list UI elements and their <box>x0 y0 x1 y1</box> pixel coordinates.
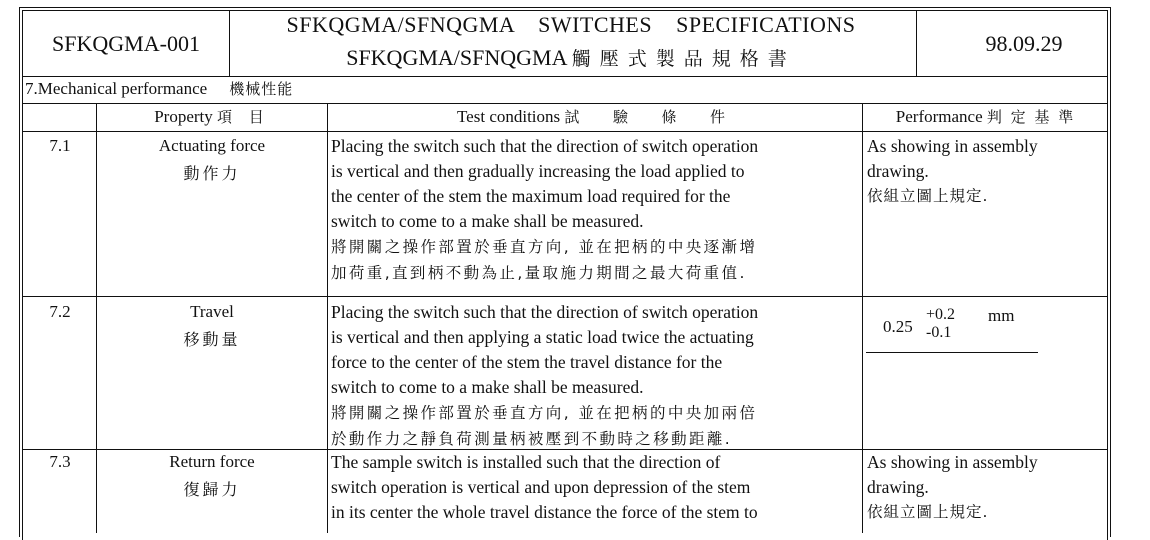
header-divider-right <box>916 10 917 76</box>
condition-line: the center of the stem the maximum load required for the <box>331 186 731 206</box>
condition-line-zh: 於動作力之靜負荷測量柄被壓到不動時之移動距離. <box>331 430 733 448</box>
property-name-en: Return force <box>169 452 255 471</box>
col-header-conditions <box>328 106 862 127</box>
col-header-property <box>97 106 327 127</box>
performance-line-zh: 依組立圖上規定. <box>867 503 989 521</box>
condition-line: switch to come to a make shall be measured. <box>331 211 644 231</box>
col-header-performance <box>863 106 1108 127</box>
title-english: SFKQGMA/SFNQGMA SWITCHES SPECIFICATIONS <box>286 12 856 37</box>
tolerance-minus: -0.1 <box>926 324 952 341</box>
condition-line-zh: 加荷重,直到柄不動為止,量取施力期間之最大荷重值. <box>331 264 747 282</box>
condition-line-zh: 將開關之操作部置於垂直方向, 並在把柄的中央逐漸增 <box>331 238 758 256</box>
col-header-conditions-en: Test conditions <box>456 107 561 126</box>
row-rule-1 <box>22 296 1108 297</box>
section-title-zh: 機械性能 <box>229 80 294 98</box>
test-conditions <box>331 134 861 286</box>
doc-date: 98.09.29 <box>985 31 1063 56</box>
col-header-property-en: Property <box>154 107 213 126</box>
property-name-en: Actuating force <box>158 136 266 155</box>
test-conditions <box>331 300 861 452</box>
property-name-en: Travel <box>190 302 234 321</box>
performance-line: As showing in assembly <box>867 136 1038 156</box>
col-header-property-zh: 項 目 <box>217 108 270 126</box>
col-divider-2 <box>327 103 328 533</box>
section-title-en: 7.Mechanical performance <box>25 79 208 98</box>
performance-criteria <box>867 450 1107 525</box>
header-divider-left <box>229 10 230 76</box>
property-name-zh: 復歸力 <box>183 480 241 499</box>
condition-line: switch to come to a make shall be measured. <box>331 377 644 397</box>
tolerance-base: 0.25 <box>883 317 913 336</box>
doc-code: SFKQGMA-001 <box>52 31 200 56</box>
tolerance-plus: +0.2 <box>926 306 956 323</box>
title-chinese <box>232 44 910 71</box>
condition-line: switch operation is vertical and upon depression of the stem <box>331 477 751 497</box>
performance-criteria <box>867 134 1107 209</box>
section-heading <box>25 78 293 99</box>
col-header-performance-zh: 判 定 基 準 <box>986 108 1076 126</box>
tolerance-unit: mm <box>988 306 1015 325</box>
condition-line: is vertical and then gradually increasing the load applied to <box>331 161 745 181</box>
row-number: 7.3 <box>49 452 71 471</box>
col-header-performance-en: Performance <box>895 107 983 126</box>
property-name-zh: 動作力 <box>183 164 241 183</box>
performance-line-zh: 依組立圖上規定. <box>867 187 989 205</box>
condition-line: in its center the whole travel distance the force of the stem to <box>331 502 758 522</box>
header-bottom-rule <box>22 76 1108 77</box>
col-divider-3 <box>862 103 863 533</box>
condition-line: Placing the switch such that the direction of switch operation <box>331 136 759 156</box>
condition-line: force to the center of the stem the travel distance for the <box>331 352 723 372</box>
performance-line: As showing in assembly <box>867 452 1038 472</box>
title-chinese-prefix: SFKQGMA/SFNQGMA <box>346 45 567 70</box>
condition-line: Placing the switch such that the direction of switch operation <box>331 302 759 322</box>
section-bottom-rule <box>22 103 1108 104</box>
performance-line: drawing. <box>867 161 929 181</box>
condition-line: is vertical and then applying a static load twice the actuating <box>331 327 754 347</box>
tolerance-underline <box>866 352 1038 353</box>
test-conditions <box>331 450 861 525</box>
travel-tolerance <box>883 304 1043 344</box>
row-number: 7.1 <box>49 136 71 155</box>
table-header-rule <box>22 131 1108 132</box>
condition-line: The sample switch is installed such that the direction of <box>331 452 721 472</box>
row-number: 7.2 <box>49 302 71 321</box>
col-header-conditions-zh: 試 驗 條 件 <box>564 108 734 126</box>
property-name-zh: 移動量 <box>183 330 241 349</box>
condition-line-zh: 將開關之操作部置於垂直方向, 並在把柄的中央加兩倍 <box>331 404 758 422</box>
performance-line: drawing. <box>867 477 929 497</box>
title-chinese-text: 觸壓式製品規格書 <box>571 48 796 70</box>
